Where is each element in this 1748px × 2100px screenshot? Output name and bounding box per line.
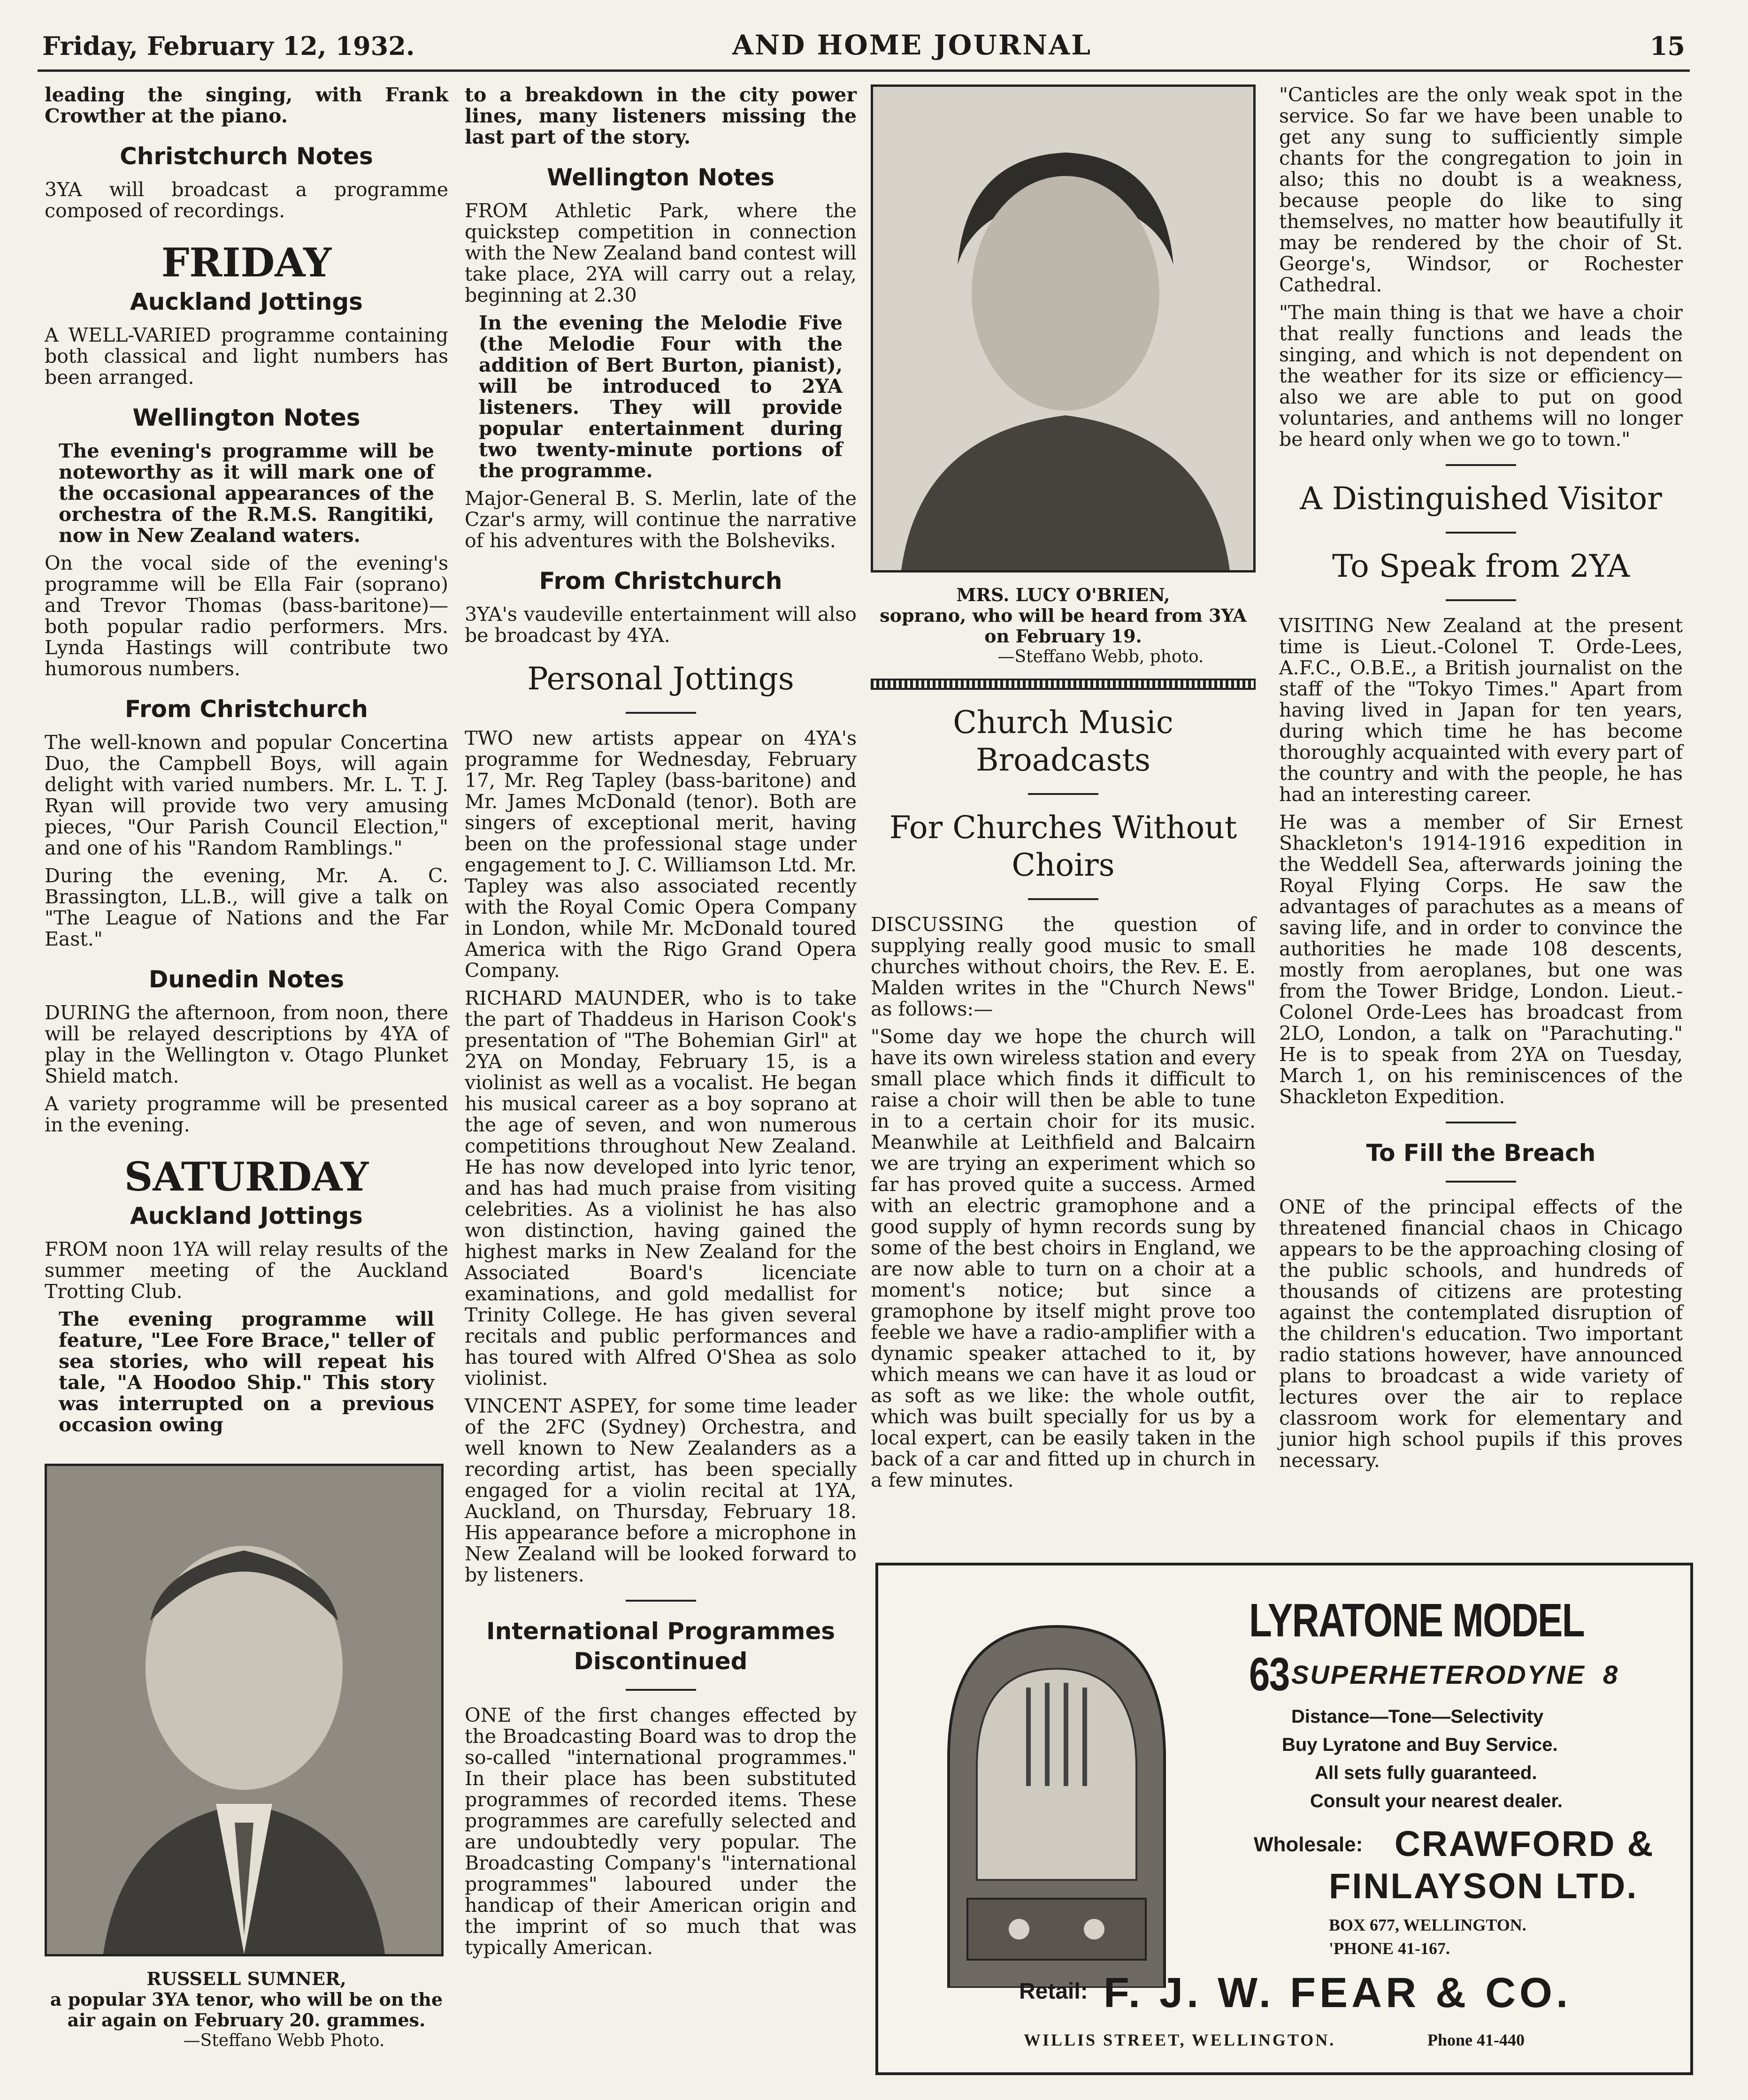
divider (1446, 1181, 1516, 1183)
paragraph: A WELL-VARIED programme containing both classical and light numbers has been arranged. (45, 324, 448, 389)
divider (1028, 898, 1098, 900)
divider (1446, 599, 1516, 601)
ad-line: Distance—Tone—Selectivity (1291, 1706, 1544, 1727)
ad-title: LYRATONE MODEL 63 (1249, 1594, 1584, 1701)
paragraph: ONE of the principal effects of the threatened financial chaos in Chicago appears to be the approaching closing of the public schools, and hundreds of thousands of citizens are protesting against the contemplated disruption of the children's education. Two important radio stations however, have announced plans to broadcast a wide variety of lectures over the air to replace classroom work for elementary and junior high school pupils if this proves necessary. (1279, 1196, 1683, 1472)
journal-title: AND HOME JOURNAL (732, 29, 1092, 61)
divider (1446, 464, 1516, 466)
paragraph: The evening programme will feature, "Lee Fore Brace," teller of sea stories, who will repeat his tale, "A Hoodoo Ship." This story was interrupted on a previous occasion owing (59, 1308, 434, 1436)
paragraph: "The main thing is that we have a choir that really functions and leads the singing, and which is not dependent on the weather for its size or efficiency—also we are able to put on good voluntaries, and anthems will no longer be heard only when we go to town." (1279, 301, 1683, 451)
divider (626, 1689, 696, 1691)
paragraph: RICHARD MAUNDER, who is to take the part of Thaddeus in Harison Cook's presentation of "The Bohemian Girl" at 2YA on Monday, February 15, is a violinist as well as a vocalist. He began his musical career as a boy soprano at the age of seven, and won numerous competitions throughout New Zealand. He has now developed into lyric tenor, and has had much praise from visiting celebrities. As a violinist he has also won distinction, having gained the highest marks in New Zealand for the Associated Board's licenciate examinations, and gold medallist for Trinity College. He has given several recitals and public performances and has toured with Alfred O'Shea as solo violinist. (465, 987, 857, 1390)
caption-name: RUSSELL SUMNER, (146, 1968, 346, 1989)
paragraph: TWO new artists appear on 4YA's programme for Wednesday, February 17, Mr. Reg Tapley (bass-baritone) and Mr. James McDonald (tenor). Both are singers of exceptional merit, having been on the professional stage under engagement to J. C. Williamson Ltd. Mr. Tapley was also associated recently with the Royal Comic Opera Company in London, while Mr. McDonald toured America with the Rigo Grand Opera Company. (465, 727, 857, 982)
paragraph: The evening's programme will be noteworthy as it will mark one of the occasional appearances of the orchestra of the R.M.S. Rangitiki, now in New Zealand waters. (59, 440, 434, 547)
double-divider (871, 679, 1256, 690)
paragraph: On the vocal side of the evening's programme will be Ella Fair (soprano) and Trevor Thomas (bass-baritone)—both popular radio performers. Mrs. Lynda Hastings will contribute two humorous numbers. (45, 552, 448, 680)
section-heading: Auckland Jottings (130, 1202, 363, 1229)
header-date: Friday, February 12, 1932. (42, 31, 415, 61)
woman-portrait-icon (873, 87, 1253, 570)
man-portrait-icon (47, 1466, 441, 1954)
section-subtitle: For Churches Without Choirs (889, 809, 1237, 883)
ad-subtitle-text: SUPERHETERODYNE (1291, 1660, 1586, 1689)
section-subtitle: To Speak from 2YA (1332, 548, 1630, 584)
section-heading: Discontinued (574, 1648, 748, 1675)
divider (1446, 1122, 1516, 1123)
paragraph: FROM Athletic Park, where the quickstep competition in connection with the New Zealand band contest will take place, 2YA will carry out a relay, beginning at 2.30 (465, 199, 857, 306)
portrait-photo-russell-sumner (45, 1464, 444, 1956)
photo-credit: —Steffano Webb Photo. (183, 2031, 385, 2050)
paragraph: FROM noon 1YA will relay results of the summer meeting of the Auckland Trotting Club. (45, 1238, 448, 1303)
paragraph: A variety programme will be presented in the evening. (45, 1092, 448, 1136)
paragraph: "Canticles are the only weak spot in the service. So far we have been unable to get any sung to sufficiently simple chants for the congregation to join in also; this no doubt is a weakness, because people do like to sing themselves, no matter how beautifully it may be rendered by the choir of St. George's, Windsor, or Rochester Cathedral. (1279, 84, 1683, 296)
section-title: A Distinguished Visitor (1300, 481, 1662, 517)
photo-caption (45, 1969, 448, 2051)
paragraph: DURING the afternoon, from noon, there will be relayed descriptions by 4YA of play in the Wellington v. Otago Plunket Shield match. (45, 1001, 448, 1087)
paragraph: ONE of the first changes effected by the Broadcasting Board was to drop the so-called "international programmes." In their place has been substituted programmes of recorded items. These programmes are carefully selected and are undoubtedly very popular. The Broadcasting Company's "international programmes" laboured under the handicap of their American origin and the imprint of so much that was typically American. (465, 1704, 857, 1959)
paragraph: During the evening, Mr. A. C. Brassington, LL.B., will give a talk on "The League of Nations and the Far East." (45, 864, 448, 950)
retail-label: Retail: (1019, 1979, 1088, 2004)
wholesaler-name: FINLAYSON LTD. (1329, 1866, 1638, 1906)
ad-subtitle (1291, 1659, 1619, 1690)
section-title: Personal Jottings (527, 661, 794, 697)
section-heading: To Fill the Breach (1366, 1139, 1596, 1167)
ad-line: All sets fully guaranteed. (1315, 1763, 1537, 1783)
retailer-phone: Phone 41-440 (1427, 2031, 1525, 2049)
lyratone-advertisement (875, 1563, 1693, 2075)
paragraph: 3YA's vaudeville entertainment will also be broadcast by 4YA. (465, 603, 857, 647)
radio-cabinet-icon (939, 1617, 1174, 1988)
column-3 (871, 84, 1256, 1497)
wholesaler-phone: 'PHONE 41-167. (1329, 1939, 1450, 1958)
section-heading: Christchurch Notes (120, 143, 373, 170)
paragraph: The well-known and popular Concertina Duo, the Campbell Boys, will again delight with varied numbers. Mr. L. T. J. Ryan will provide two very amusing pieces, "Our Parish Council Election," and one of his "Random Ramblings." (45, 731, 448, 859)
column-4 (1279, 84, 1683, 1478)
divider (626, 1600, 696, 1602)
caption-text: a popular 3YA tenor, who will be on the air again on February 20. grammes. (50, 1989, 443, 2031)
day-heading: SATURDAY (124, 1153, 369, 1200)
retailer-name: F. J. W. FEAR & CO. (1104, 1970, 1572, 2016)
paragraph: DISCUSSING the question of supplying really good music to small churches without choirs, the Rev. E. E. Malden writes in the "Church News" as follows:— (871, 913, 1256, 1020)
caption-text: soprano, who will be heard from 3YA on February 19. (880, 605, 1247, 647)
paragraph: In the evening the Melodie Five (the Melodie Four with the addition of Bert Burton, pianist), will be introduced to 2YA listeners. They will provide popular entertainment during two twenty-minute portions of the programme. (479, 312, 843, 482)
ad-subtitle-mark: 8 (1603, 1660, 1619, 1689)
ad-line: Buy Lyratone and Buy Service. (1282, 1734, 1558, 1755)
section-heading: Auckland Jottings (130, 288, 363, 315)
section-heading: Wellington Notes (546, 164, 775, 191)
wholesaler-box: BOX 677, WELLINGTON. (1329, 1916, 1526, 1934)
day-heading: FRIDAY (161, 239, 332, 286)
column-1 (45, 84, 448, 2051)
divider (1446, 532, 1516, 534)
paragraph: He was a member of Sir Ernest Shackleton's 1914-1916 expedition in the Weddell Sea, afterwards joining the Royal Flying Corps. He saw the advantages of parachutes as a means of saving life, and in order to convince the authorities he made 108 descents, mostly from aeroplanes, but one was from the Tower Bridge, London. Lieut.-Colonel Orde-Lees has broadcast from 2LO, London, a talk on "Parachuting." He is to speak from 2YA on Tuesday, March 1, on his reminiscences of the Shackleton Expedition. (1279, 811, 1683, 1108)
section-heading: From Christchurch (539, 567, 782, 595)
photo-credit: —Steffano Webb, photo. (997, 647, 1204, 666)
wholesaler-name: CRAWFORD & (1395, 1824, 1655, 1864)
paragraph: leading the singing, with Frank Crowther at the piano. (45, 84, 448, 127)
paragraph: 3YA will broadcast a programme composed of recordings. (45, 178, 448, 222)
ad-line: Consult your nearest dealer. (1310, 1791, 1563, 1811)
page-number: 15 (1649, 31, 1685, 61)
section-heading: International Programmes (486, 1618, 835, 1645)
caption-name: MRS. LUCY O'BRIEN, (956, 584, 1170, 605)
section-title: Church Music Broadcasts (953, 704, 1173, 778)
section-heading: Wellington Notes (132, 404, 360, 431)
divider (1028, 793, 1098, 795)
paragraph: "Some day we hope the church will have its own wireless station and every small place which finds it difficult to raise a choir will then be able to tune in to a certain choir for its music. Meanwhile at Leithfield and Balcairn we are trying an experiment which so far has proved quite a success. Armed with an electric gramophone and a good supply of hymn records sung by some of the best choirs in England, we are now able to turn on a choir at a moment's notice; but since a gramophone by itself might prove too feeble we have a radio-amplifier with a dynamic speaker attached to it, by which means we can have it as loud or as soft as we like: the whole outfit, which was built specially for us by a local expert, can be easily taken in the back of a car and fitted up in church in a few minutes. (871, 1025, 1256, 1491)
photo-caption (871, 585, 1256, 667)
column-2 (465, 84, 857, 1965)
retailer-street: WILLIS STREET, WELLINGTON. (1024, 2031, 1336, 2049)
section-heading: Dunedin Notes (148, 966, 345, 993)
divider (626, 712, 696, 714)
section-heading: From Christchurch (125, 695, 368, 723)
portrait-photo-lucy-obrien (871, 84, 1256, 573)
wholesale-label: Wholesale: (1254, 1833, 1363, 1856)
paragraph: Major-General B. S. Merlin, late of the Czar's army, will continue the narrative of his adventures with the Bolsheviks. (465, 487, 857, 552)
paragraph: to a breakdown in the city power lines, many listeners missing the last part of the story. (465, 84, 857, 148)
paragraph: VISITING New Zealand at the present time is Lieut.-Colonel T. Orde-Lees, A.F.C., O.B.E., a British journalist on the staff of the "Tokyo Times." Apart from having lived in Japan for ten years, during which time he has become thoroughly acquainted with every part of the country and with the people, he has had an interesting career. (1279, 614, 1683, 806)
paragraph: VINCENT ASPEY, for some time leader of the 2FC (Sydney) Orchestra, and well known to New Zealanders as a recording artist, has been specially engaged for a violin recital at 1YA, Auckland, on Thursday, February 18. His appearance before a microphone in New Zealand will be looked forward to by listeners. (465, 1395, 857, 1586)
page-header (38, 23, 1690, 72)
